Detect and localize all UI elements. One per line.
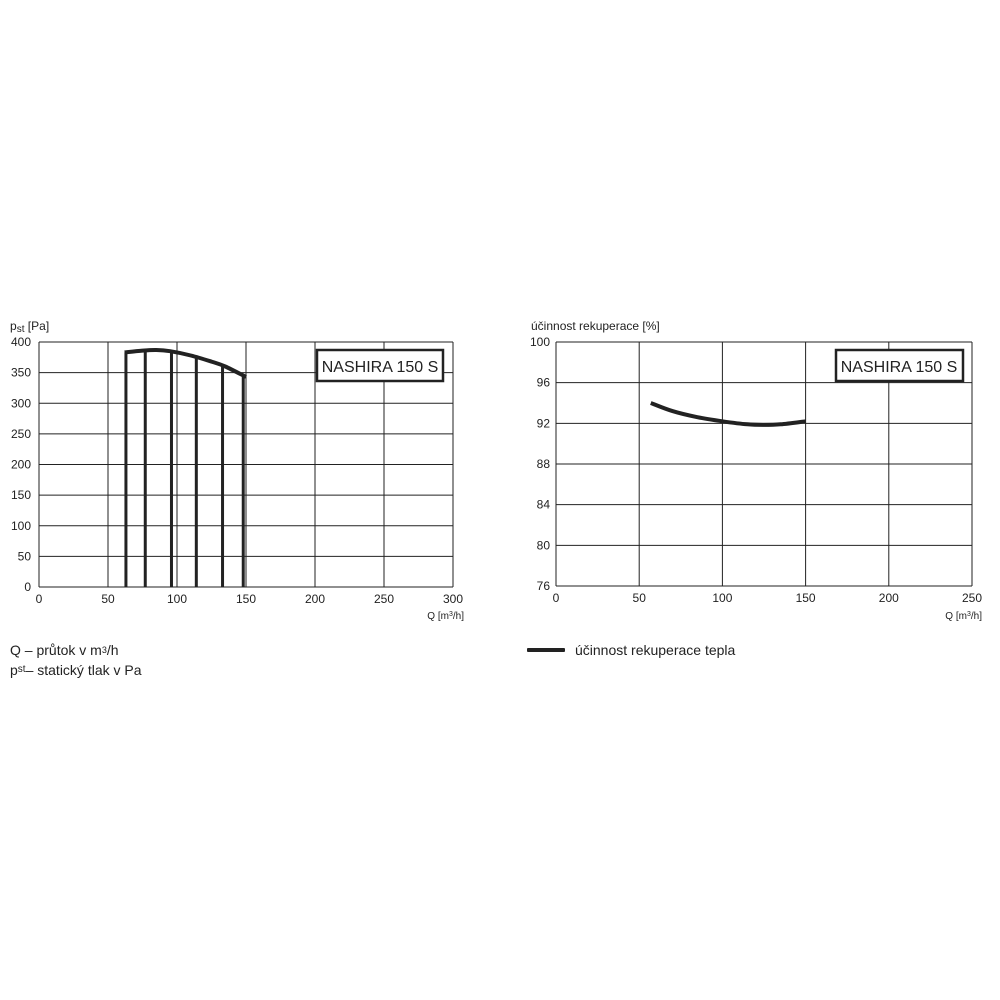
efficiency-chart-model-box [836,350,963,381]
efficiency-chart-y-title: účinnost rekuperace [%] [531,319,660,333]
y-tick-label: 84 [536,497,550,512]
y-tick-label: 0 [24,580,31,594]
y-title-unit: [Pa] [24,319,50,333]
legend-pst [10,660,142,680]
efficiency-curve [651,403,806,425]
x-tick-label: 150 [795,591,816,605]
x-tick-label: 100 [712,591,733,605]
x-title-sup: 3 [966,611,971,618]
x-tick-label: 200 [304,592,326,606]
x-title-end: /h] [452,611,464,622]
efficiency-chart-y-ticks [530,335,550,593]
x-tick-label: 300 [442,592,464,606]
pressure-chart [10,319,464,622]
legend-pst-main: p [10,662,18,678]
x-title-end: /h] [970,611,982,622]
y-tick-label: 400 [10,335,31,349]
x-tick-label: 0 [552,591,560,605]
legend-efficiency-label: účinnost rekuperace tepla [575,642,736,658]
x-tick-label: 50 [101,592,115,606]
y-tick-label: 88 [536,457,550,471]
y-tick-label: 350 [10,365,31,380]
x-tick-label: 250 [961,591,983,605]
x-title-sup: 3 [448,611,453,618]
y-tick-label: 80 [536,538,550,553]
pressure-chart-model-box [317,350,443,381]
legend-q-end: /h [106,642,119,658]
efficiency-chart-x-ticks [553,591,983,605]
legend-q: Q – průtok v m 3 /h [10,642,119,658]
model-label: NASHIRA 150 S [321,359,439,376]
y-tick-label: 96 [536,375,550,390]
y-tick-label: 250 [10,426,31,441]
y-tick-label: 100 [529,335,550,349]
y-tick-label: 76 [536,579,550,593]
pressure-chart-x-ticks [36,592,464,606]
y-title-main: p [10,319,17,333]
x-title-main: Q [m [427,611,449,622]
legend-efficiency-item [527,640,735,660]
pressure-chart-y-ticks [11,335,31,594]
legend-pst-end: – statický tlak v Pa [25,662,142,678]
pressure-legend [10,640,142,680]
efficiency-chart-x-title [945,611,982,622]
efficiency-legend [527,640,735,660]
legend-pst-sub: st [17,664,26,675]
x-tick-label: 100 [166,592,188,606]
y-tick-label: 50 [17,549,31,564]
y-tick-label: 300 [10,396,31,411]
pressure-chart-x-title [427,611,464,622]
x-tick-label: 250 [373,592,395,606]
x-tick-label: 200 [878,591,899,605]
x-tick-label: 150 [235,592,257,606]
model-label: NASHIRA 150 S [840,359,958,376]
legend-line-swatch [527,648,565,652]
y-tick-label: 92 [536,416,550,431]
pressure-chart-vertical-lines [126,350,243,587]
x-tick-label: 0 [35,592,43,606]
x-title-main: Q [m [945,611,967,622]
y-tick-label: 200 [10,457,31,472]
legend-q-main: Q – průtok v m [10,642,102,658]
y-title-sub: st [16,324,25,335]
pressure-chart-y-title [10,319,49,335]
x-tick-label: 50 [632,591,646,605]
efficiency-chart [530,319,982,622]
y-tick-label: 150 [10,488,31,503]
y-tick-label: 100 [10,518,31,533]
